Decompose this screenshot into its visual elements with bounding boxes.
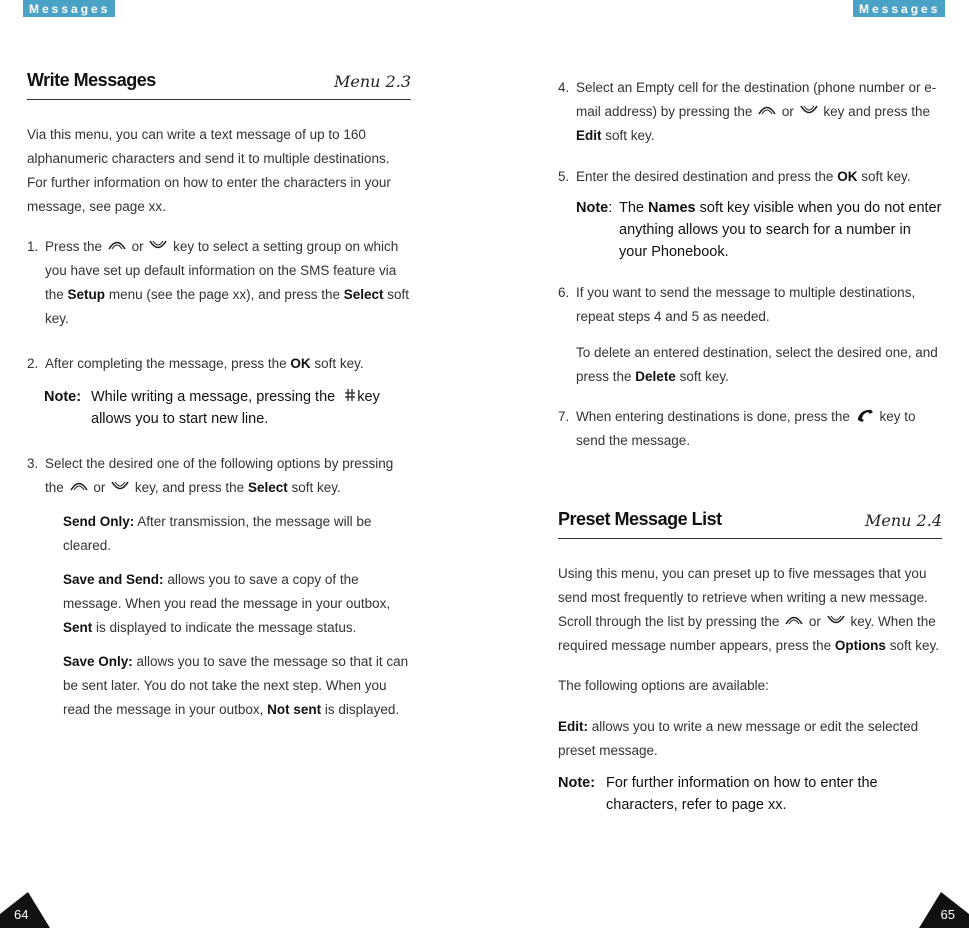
step-5: 5. Enter the desired destination and press the OK soft key. [558,169,911,184]
option-send-only: Send Only: After transmission, the message will be cleared. [63,514,372,553]
intro-paragraph: Via this menu, you can write a text message of up to 160 alphanumeric characters and send it to multiple destinations. For further information on how to enter the characters in your message, see page xx. [27,127,391,214]
page-title: Write Messages [27,70,156,90]
send-key-icon [854,408,876,422]
down-arrow-key-icon [147,238,169,252]
write-messages-heading [27,70,411,100]
note-characters: Note: For further information on how to enter the characters, refer to page xx. [558,775,878,813]
options-available-text: The following options are available: [558,678,769,693]
up-arrow-key-icon [783,613,805,627]
step-6: 6. If you want to send the message to multiple destinations, repeat steps 4 and 5 as needed. [558,285,916,324]
down-arrow-key-icon [825,613,847,627]
note-names-key: Note: The Names soft key visible when you do not enter anything allows you to search for a number in your Phonebook. [576,200,942,260]
option-save-and-send: Save and Send: allows you to save a copy of the message. When you read the message in your outbox, Sent is displayed to indicate the message status. [63,572,391,635]
step-2: 2. After completing the message, press the OK soft key. [27,356,364,371]
preset-intro-paragraph: Using this menu, you can preset up to five messages that you send most frequently to retrieve when writing a new message. Scroll through the list by pressing the or key. When the required message number appears, press the Options soft key. [558,566,939,653]
step-3: 3. Select the desired one of the following options by pressing the or key, and press the Select soft key. [27,456,394,495]
step-7: 7. When entering destinations is done, press the key to send the message. [558,409,916,448]
step-1: 1. Press the or key to select a setting group on which you have set up default information on the SMS feature via the Setup menu (see the page xx), and press the Select soft key. [27,239,410,326]
menu-number: Menu 2.3 [334,72,411,91]
up-arrow-key-icon [756,103,778,117]
up-arrow-key-icon [68,479,90,493]
section-tab-left: Messages [23,0,115,17]
step-6-delete-info: To delete an entered destination, select the desired one, and press the Delete soft key. [576,345,938,384]
page-number-right: 65 [919,888,969,928]
edit-option: Edit: allows you to write a new message or edit the selected preset message. [558,719,919,758]
hash-key-icon [339,388,353,402]
option-save-only: Save Only: allows you to save the message so that it can be sent later. You do not take the next step. When you read the message in your outbox, Not sent is displayed. [63,654,409,717]
left-page [27,0,411,722]
section-title: Preset Message List [558,509,722,529]
down-arrow-key-icon [798,103,820,117]
up-arrow-key-icon [106,238,128,252]
right-page [558,0,942,816]
page-number-left: 64 [0,888,50,928]
note-new-line: Note: While writing a message, pressing the key allows you to start new line. [44,389,380,427]
down-arrow-key-icon [109,479,131,493]
step-4: 4. Select an Empty cell for the destination (phone number or e-mail address) by pressing the or key and press the Edit soft key. [558,80,937,143]
section-tab-right: Messages [853,0,945,17]
preset-message-list-heading [558,509,942,539]
menu-number: Menu 2.4 [865,511,942,530]
